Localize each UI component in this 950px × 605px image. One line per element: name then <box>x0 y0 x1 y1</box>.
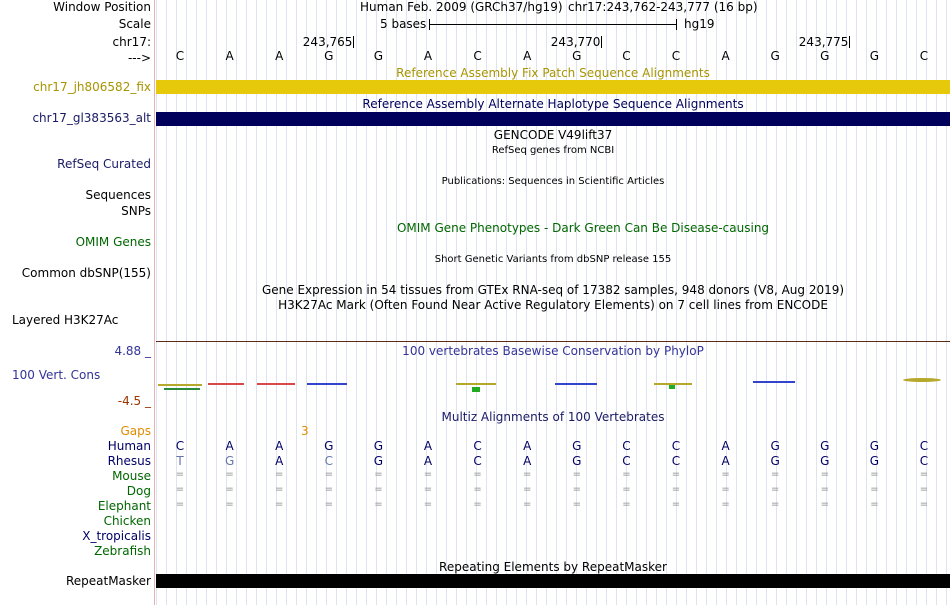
chrom-label: chr17: <box>112 35 151 49</box>
conservation-mark <box>669 385 675 389</box>
alignment-base: C <box>473 439 482 453</box>
species-label-dog[interactable]: Dog <box>126 484 151 498</box>
alignment-base: = <box>374 484 383 495</box>
strand-arrow-label: ---> <box>127 51 151 65</box>
phylop-track-title: 100 vertebrates Basewise Conservation by PhyloP <box>402 344 704 358</box>
alignment-base: G <box>820 439 830 453</box>
alignment-base: A <box>423 439 433 453</box>
alignment-base: = <box>870 484 879 495</box>
species-label-zebrafish[interactable]: Zebrafish <box>94 544 151 558</box>
sequence-base: A <box>423 49 433 63</box>
species-label-x_tropicalis[interactable]: X_tropicalis <box>82 529 151 543</box>
publications-track-title: Publications: Sequences in Scientific Articles <box>441 176 665 187</box>
alignment-base: C <box>324 454 333 468</box>
conservation-top-line <box>156 341 950 342</box>
track-label-h3k27ac[interactable]: Layered H3K27Ac <box>12 313 119 327</box>
alignment-base: G <box>770 439 780 453</box>
alignment-base: = <box>770 484 780 495</box>
alignment-base: = <box>721 484 730 495</box>
track-label-alt-haplotype[interactable]: chr17_gl383563_alt <box>32 111 151 125</box>
alignment-base: = <box>572 499 581 510</box>
window-position-label: Window Position <box>53 0 151 14</box>
alignment-base: = <box>522 484 532 495</box>
track-label-conservation[interactable]: 100 Vert. Cons <box>12 368 101 382</box>
track-label-repeatmasker[interactable]: RepeatMasker <box>65 574 151 588</box>
track-label-fix-patch[interactable]: chr17_jh806582_fix <box>33 80 151 94</box>
alignment-base: = <box>919 484 929 495</box>
alignment-base: = <box>175 499 185 510</box>
alignment-base: = <box>671 469 681 480</box>
track-label-gaps[interactable]: Gaps <box>120 424 151 438</box>
ruler-label: 243,765 <box>302 35 353 49</box>
sequence-base: G <box>572 49 582 63</box>
cons-max-label: 4.88 _ <box>114 344 151 358</box>
dbsnp-track-title: Short Genetic Variants from dbSNP release 155 <box>434 254 672 265</box>
alignment-base: A <box>721 454 730 468</box>
scale-db: hg19 <box>684 17 715 31</box>
alignment-base: = <box>274 484 284 495</box>
species-label-mouse[interactable]: Mouse <box>112 469 151 483</box>
sequence-base: G <box>770 49 780 63</box>
alignment-base: G <box>373 439 384 453</box>
h3k27ac-track-title: H3K27Ac Mark (Often Found Near Active Regulatory Elements) on 7 cell lines from ENCODE <box>278 298 828 312</box>
gaps-value: 3 <box>301 424 309 438</box>
sequence-base: A <box>721 49 730 63</box>
ruler-tick <box>601 36 602 48</box>
alignment-base: G <box>373 454 384 468</box>
alignment-base: A <box>721 439 730 453</box>
alignment-base: C <box>919 439 929 453</box>
alignment-base: = <box>473 469 482 480</box>
label-column <box>0 0 155 605</box>
alignment-base: = <box>622 484 631 495</box>
alignment-base: C <box>622 454 631 468</box>
scale-text: 5 bases <box>380 17 427 31</box>
sequence-base: G <box>324 49 334 63</box>
alignment-base: = <box>671 484 681 495</box>
alignment-base: = <box>820 469 829 480</box>
fix-patch-alignment-bar[interactable] <box>156 80 950 94</box>
track-label-snps[interactable]: SNPs <box>121 204 151 218</box>
conservation-mark <box>208 383 244 385</box>
alignment-base: = <box>870 499 879 510</box>
alignment-base: = <box>324 469 333 480</box>
track-label-omim[interactable]: OMIM Genes <box>75 235 151 249</box>
alignment-base: = <box>770 469 780 480</box>
alignment-base: = <box>622 499 631 510</box>
alt-haplotype-track-title: Reference Assembly Alternate Haplotype Sequence Alignments <box>362 97 744 111</box>
alignment-base: A <box>275 439 284 453</box>
alignment-base: = <box>175 484 185 495</box>
alignment-base: = <box>522 469 532 480</box>
alignment-base: = <box>622 469 631 480</box>
gencode-track-title: GENCODE V49lift37 <box>493 128 613 142</box>
repeatmasker-track-title: Repeating Elements by RepeatMasker <box>439 560 667 574</box>
alignment-base: = <box>919 499 929 510</box>
alignment-base: = <box>374 469 383 480</box>
sequence-base: C <box>175 49 185 63</box>
alignment-base: C <box>671 454 681 468</box>
track-label-sequences[interactable]: Sequences <box>85 188 151 202</box>
multiz-track-title: Multiz Alignments of 100 Vertebrates <box>441 410 665 424</box>
sequence-base: C <box>622 49 631 63</box>
species-label-elephant[interactable]: Elephant <box>97 499 151 513</box>
alignment-base: G <box>324 439 334 453</box>
alignment-base: = <box>522 499 532 510</box>
alignment-base: = <box>423 484 433 495</box>
alt-haplotype-alignment-bar[interactable] <box>156 112 950 126</box>
alignment-base: = <box>324 484 333 495</box>
species-label-rhesus[interactable]: Rhesus <box>107 454 151 468</box>
sequence-base: C <box>671 49 681 63</box>
sequence-base: G <box>373 49 384 63</box>
alignment-base: = <box>820 499 829 510</box>
ruler-label: 243,775 <box>798 35 849 49</box>
alignment-base: G <box>224 454 235 468</box>
conservation-mark <box>307 383 347 385</box>
alignment-base: = <box>324 499 333 510</box>
alignment-base: A <box>423 454 433 468</box>
conservation-mark <box>257 383 295 385</box>
alignment-base: G <box>869 439 880 453</box>
alignment-base: = <box>572 469 581 480</box>
conservation-mark <box>753 381 795 383</box>
sequence-base: A <box>225 49 234 63</box>
alignment-base: G <box>572 439 582 453</box>
omim-track-title: OMIM Gene Phenotypes - Dark Green Can Be Disease-causing <box>396 221 770 235</box>
conservation-mark <box>164 388 200 390</box>
gtex-track-title: Gene Expression in 54 tissues from GTEx RNA-seq of 17382 samples, 948 donors (V8, Aug 2019) <box>261 283 845 297</box>
alignment-base: = <box>721 499 730 510</box>
alignment-base: = <box>820 484 829 495</box>
sequence-base: A <box>275 49 284 63</box>
alignment-base: T <box>176 454 184 468</box>
fix-patch-track-title: Reference Assembly Fix Patch Sequence Alignments <box>396 66 710 80</box>
ruler-tick <box>353 36 354 48</box>
cons-min-label: -4.5 _ <box>117 394 151 408</box>
alignment-base: = <box>870 469 879 480</box>
ruler-label: 243,770 <box>550 35 601 49</box>
sequence-base: G <box>869 49 880 63</box>
conservation-mark <box>158 384 202 386</box>
repeatmasker-bar[interactable] <box>156 574 950 588</box>
alignment-base: = <box>423 469 433 480</box>
scale-bar <box>429 24 677 25</box>
alignment-base: = <box>671 499 681 510</box>
track-label-common-dbsnp[interactable]: Common dbSNP(155) <box>21 266 151 280</box>
species-label-human[interactable]: Human <box>107 439 151 453</box>
conservation-mark <box>555 383 597 385</box>
alignment-base: C <box>919 454 929 468</box>
alignment-base: = <box>770 499 780 510</box>
alignment-base: C <box>622 439 631 453</box>
alignment-base: A <box>225 439 234 453</box>
alignment-base: = <box>423 499 433 510</box>
sequence-base: G <box>820 49 830 63</box>
alignment-base: G <box>572 454 582 468</box>
track-image[interactable] <box>156 0 950 605</box>
alignment-base: A <box>275 454 284 468</box>
sequence-base: A <box>523 49 532 63</box>
track-label-refseq[interactable]: RefSeq Curated <box>57 157 151 171</box>
conservation-mark <box>456 383 496 385</box>
alignment-base: = <box>274 499 284 510</box>
refseq-track-title: RefSeq genes from NCBI <box>491 145 615 156</box>
sequence-base: C <box>473 49 482 63</box>
alignment-base: A <box>523 454 532 468</box>
conservation-mark <box>472 387 480 392</box>
alignment-base: C <box>473 454 482 468</box>
alignment-base: = <box>721 469 730 480</box>
alignment-base: = <box>225 469 234 480</box>
assembly-title: Human Feb. 2009 (GRCh37/hg19) <box>360 0 563 14</box>
conservation-mark <box>903 378 941 382</box>
alignment-base: = <box>225 499 234 510</box>
alignment-base: = <box>572 484 581 495</box>
alignment-base: = <box>473 499 482 510</box>
sequence-base: C <box>919 49 929 63</box>
alignment-base: G <box>820 454 830 468</box>
alignment-base: = <box>374 499 383 510</box>
alignment-base: C <box>175 439 185 453</box>
alignment-base: = <box>473 484 482 495</box>
position-text: chr17:243,762-243,777 (16 bp) <box>568 0 758 14</box>
alignment-base: = <box>919 469 929 480</box>
scale-bar-right-tick <box>676 19 677 30</box>
alignment-base: = <box>274 469 284 480</box>
alignment-base: G <box>770 454 780 468</box>
alignment-base: A <box>523 439 532 453</box>
scale-label: Scale <box>118 17 151 31</box>
alignment-base: = <box>225 484 234 495</box>
alignment-base: = <box>175 469 185 480</box>
alignment-base: C <box>671 439 681 453</box>
ruler-tick <box>849 36 850 48</box>
alignment-base: G <box>869 454 880 468</box>
species-label-chicken[interactable]: Chicken <box>103 514 151 528</box>
